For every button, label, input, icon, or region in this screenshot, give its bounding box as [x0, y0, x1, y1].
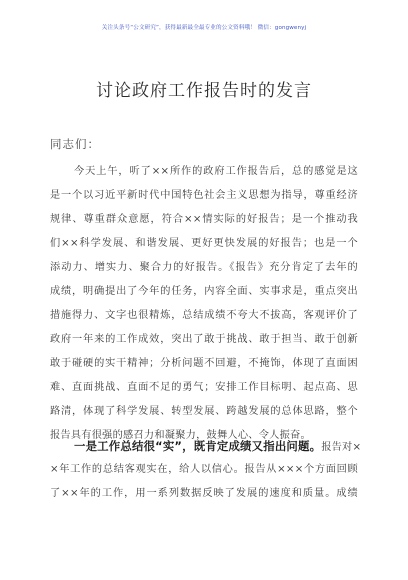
text-line: ×年工作的总结客观实在，给人以信心。报告从×××个方面回顾 [50, 464, 358, 475]
promo-banner: 关注头条号“公文研究”，获得最新最全最专业的公文资料哦！ 微信：gongwenyj [101, 25, 307, 31]
text-line: 规律、尊重群众意愿，符合××情实际的好报告；是一个推动我 [50, 214, 358, 225]
text-line: 措施得力、文字也很精炼，总结成绩不夸大不拔高，客观评价了 [50, 310, 358, 321]
text-line: 成绩，明确提出了今年的任务，内容全面、实事求是，重点突出 [50, 286, 358, 297]
paragraph-2 [50, 434, 362, 506]
text-line: 路清，体现了科学发展、转型发展、跨越发展的总体思路，整个 [50, 406, 358, 417]
text-run: 报告对× [321, 442, 362, 453]
paragraph-1 [50, 160, 358, 448]
text-line [50, 434, 362, 458]
salutation: 同志们： [50, 137, 100, 151]
section-heading: 一是工作总结很“实”，既肯定成绩又指出问题。 [74, 439, 322, 453]
text-line: 们××科学发展、和谐发展、更好更快发展的好报告；也是一个 [50, 238, 358, 249]
text-line: 添动力、增实力、聚合力的好报告。《报告》充分肯定了去年的 [50, 262, 358, 273]
text-line: 了××年的工作，用一系列数据反映了发展的速度和质量。成绩 [50, 488, 358, 499]
text-line: 难、直面挑战、直面不足的勇气；安排工作目标明、起点高、思 [50, 382, 358, 393]
text-line: 报告具有很强的感召力和凝聚力，鼓舞人心、令人振奋。 [50, 430, 311, 441]
text-line: 今天上午，听了××所作的政府工作报告后，总的感觉是这 [74, 166, 358, 177]
text-line: 政府一年来的工作成效，突出了敢于挑战、敢于担当、敢于创新 [50, 334, 358, 345]
document-title: 讨论政府工作报告时的发言 [96, 81, 312, 101]
text-line: 是一个以习近平新时代中国特色社会主义思想为指导，尊重经济 [50, 190, 358, 201]
text-line: 敢于碰硬的实干精神；分析问题不回避，不掩饰，体现了直面困 [50, 358, 358, 369]
